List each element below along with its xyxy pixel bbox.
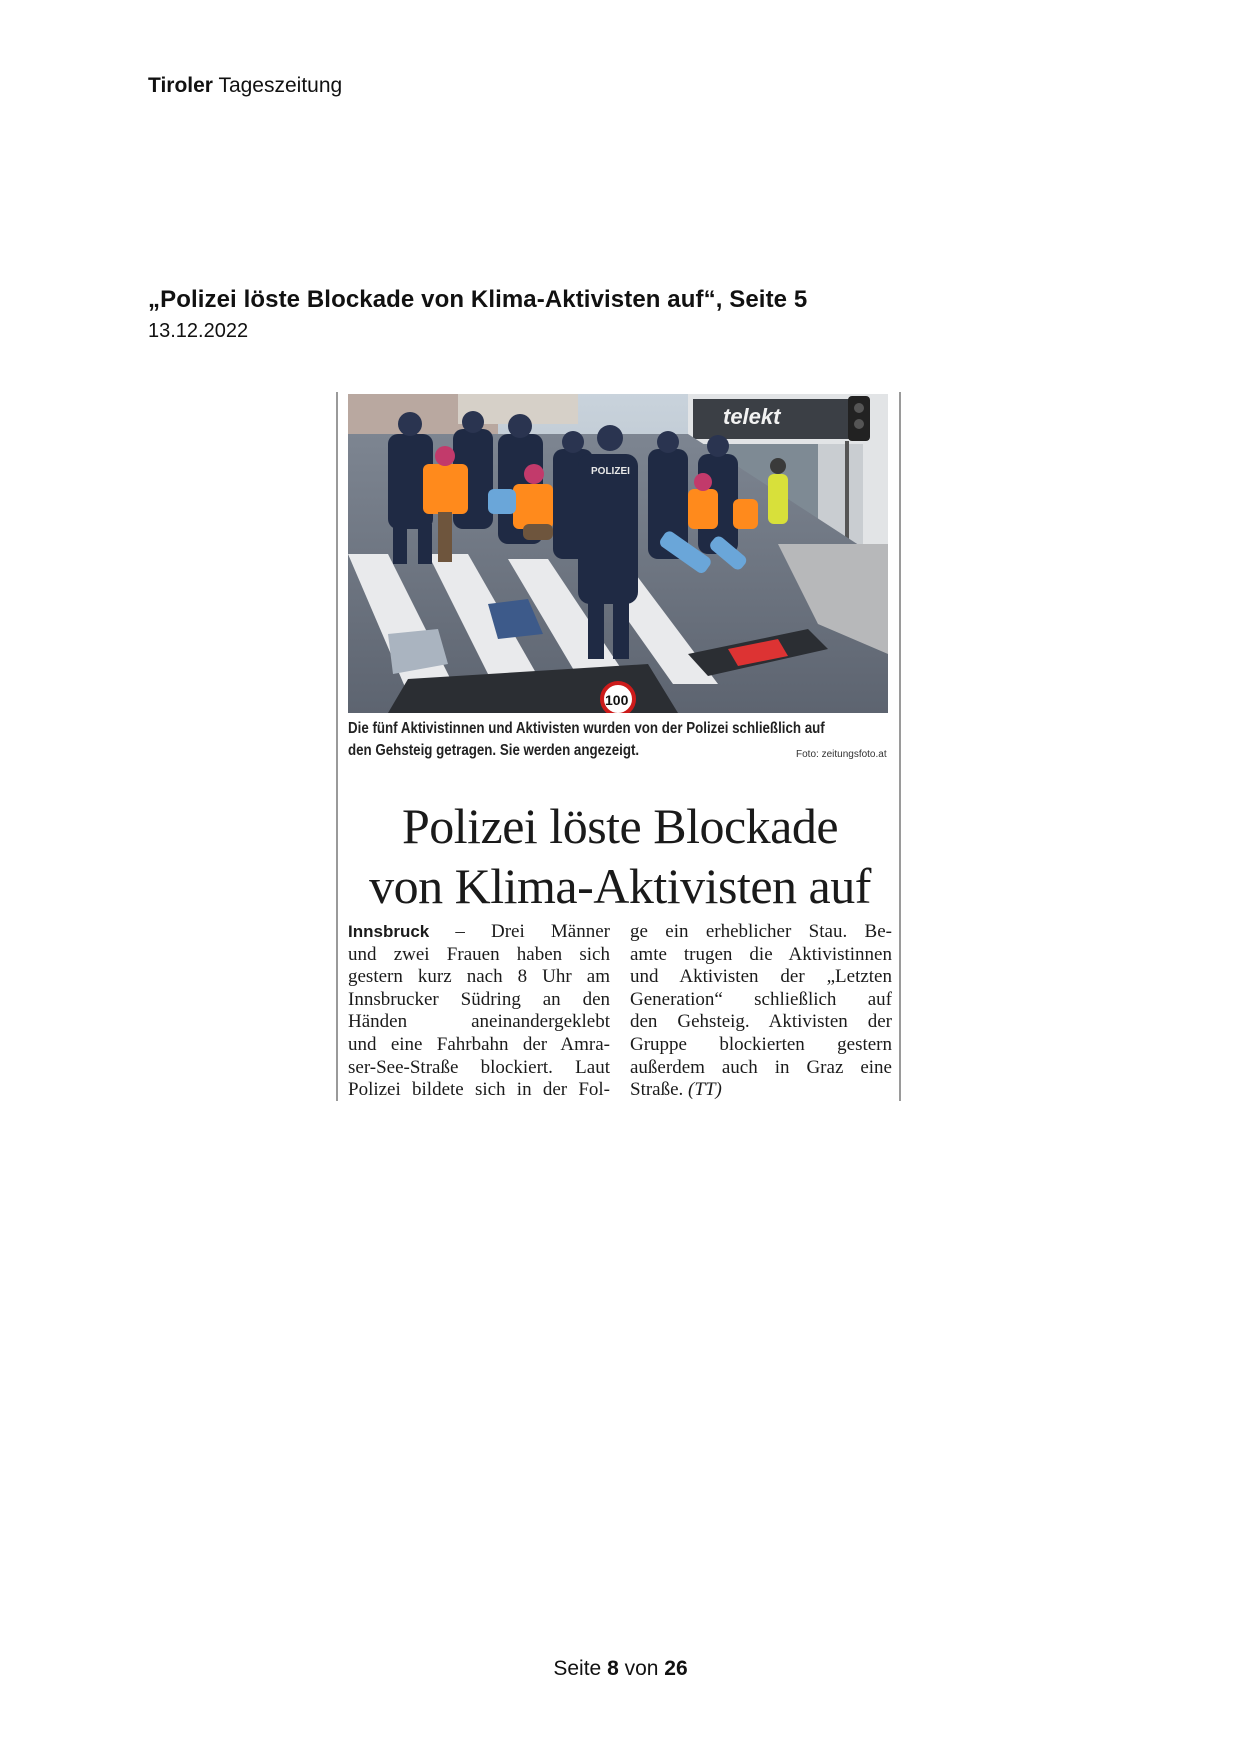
column-line: amte trugen die Aktivistinnen bbox=[630, 943, 892, 965]
headline-line: Polizei löste Blockade bbox=[401, 798, 839, 854]
footer-page-number: 8 bbox=[607, 1657, 619, 1680]
article-photo bbox=[348, 394, 888, 713]
masthead-regular: Tageszeitung bbox=[218, 74, 343, 97]
photo-credit: Foto: zeitungsfoto.at bbox=[796, 749, 887, 760]
column-line: ge ein erheblicher Stau. Be- bbox=[630, 921, 892, 942]
column-line: Polizei bildete sich in der Fol- bbox=[348, 1079, 610, 1101]
column-line: und eine Fahrbahn der Amra- bbox=[348, 1033, 610, 1055]
column-line: und Aktivisten der „Letzten bbox=[630, 966, 892, 988]
clipping-border-left bbox=[336, 392, 338, 1101]
article-signature: (TT) bbox=[688, 1079, 722, 1101]
document-title: „Polizei löste Blockade von Klima-Aktivisten auf“, Seite 5 bbox=[148, 286, 808, 313]
column-line: gestern kurz nach 8 Uhr am bbox=[348, 966, 610, 988]
photo-caption bbox=[348, 718, 825, 762]
clipping-border-right bbox=[899, 392, 901, 1101]
photo-illustration bbox=[348, 394, 888, 713]
article-column-right bbox=[630, 921, 892, 1102]
article-dateline: Innsbruck bbox=[348, 922, 430, 941]
column-line: Generation“ schließlich auf bbox=[630, 988, 892, 1010]
caption-line: Die fünf Aktivistinnen und Aktivisten wurden von der Polizei schließlich auf bbox=[348, 720, 825, 737]
speed-sign-text: 100 bbox=[605, 692, 629, 708]
footer-prefix: Seite bbox=[553, 1657, 602, 1680]
column-line: ser-See-Straße blockiert. Laut bbox=[348, 1056, 610, 1078]
masthead-bold: Tiroler bbox=[148, 74, 213, 97]
column-line bbox=[348, 921, 610, 944]
footer-middle: von bbox=[624, 1657, 659, 1680]
column-line-text: Straße. bbox=[630, 1079, 684, 1101]
column-line: Gruppe blockierten gestern bbox=[630, 1033, 892, 1055]
article-column-left bbox=[348, 921, 610, 1102]
article-headline bbox=[346, 796, 894, 916]
column-line: Händen aneinandergeklebt bbox=[348, 1011, 610, 1033]
police-vest-text: POLIZEI bbox=[591, 466, 630, 477]
caption-line: den Gehsteig getragen. Sie werden angezeigt. bbox=[348, 742, 640, 759]
column-line: Innsbrucker Südring an den bbox=[348, 988, 610, 1010]
column-line: und zwei Frauen haben sich bbox=[348, 943, 610, 965]
headline-line: von Klima-Aktivisten auf bbox=[369, 858, 871, 914]
store-sign-text: telekt bbox=[723, 404, 781, 429]
column-line-text: – Drei Männer bbox=[429, 921, 610, 942]
document-date: 13.12.2022 bbox=[148, 320, 249, 342]
column-line: den Gehsteig. Aktivisten der bbox=[630, 1011, 892, 1033]
masthead bbox=[148, 74, 342, 98]
page-footer bbox=[0, 1657, 1241, 1681]
footer-total-pages: 26 bbox=[664, 1657, 688, 1680]
column-line bbox=[630, 1079, 892, 1102]
column-line: außerdem auch in Graz eine bbox=[630, 1056, 892, 1078]
